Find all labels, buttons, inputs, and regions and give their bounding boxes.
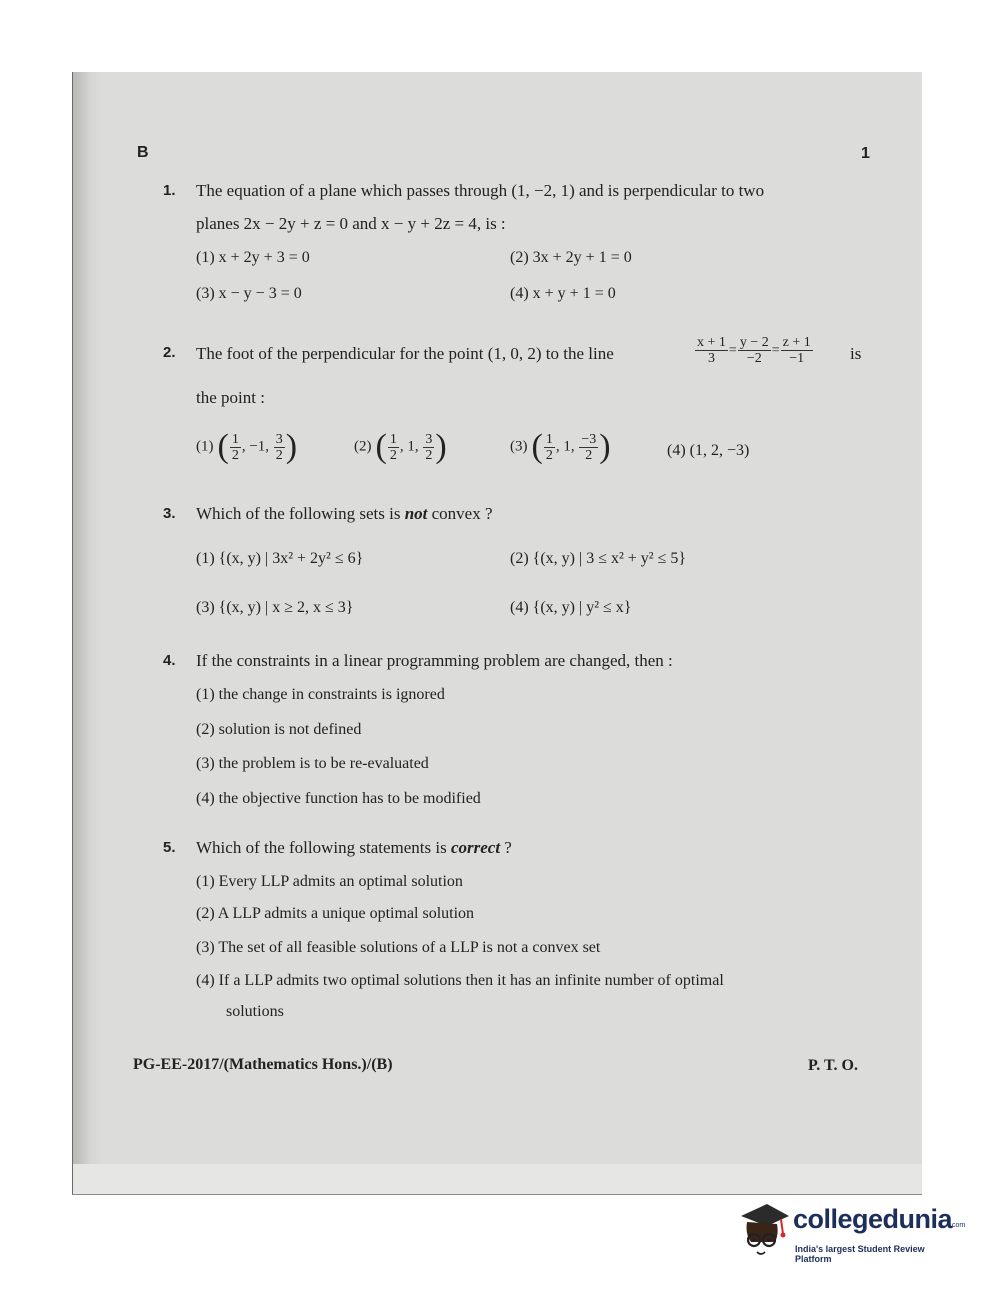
q2-fraction-x: $\frac{x + 1}{3}$ [697, 335, 726, 366]
logo-domain: .com [950, 1222, 966, 1229]
q3-option-1: (1) {(x, y) | 3x² + 2y² ≤ 6} [196, 550, 364, 567]
q5-option-3: (3) The set of all feasible solutions of a LLP is not a convex set [196, 939, 601, 956]
page-number: 1 [861, 145, 870, 162]
q2-stem-line2: the point : [196, 388, 265, 407]
q1-option-3: (3) x − y − 3 = 0 [196, 285, 302, 302]
q1-option-2: (2) 3x + 2y + 1 = 0 [510, 249, 632, 266]
q4-number: 4. [163, 652, 176, 669]
q3-option-2: (2) {(x, y) | 3 ≤ x² + y² ≤ 5} [510, 550, 687, 567]
q5-number: 5. [163, 839, 176, 856]
q2-option-4: (4) (1, 2, −3) [667, 442, 750, 459]
set-code: B [137, 144, 149, 161]
q2-fraction-z: $\frac{z + 1}{-1}$ [782, 335, 811, 366]
q1-stem-line1: The equation of a plane which passes through (1, −2, 1) and is perpendicular to two [196, 181, 765, 200]
q5-option-4: (4) If a LLP admits two optimal solutions then it has an infinite number of optimal [196, 972, 724, 989]
q3-stem: Which of the following sets is not convex ? [196, 504, 493, 523]
q2-number: 2. [163, 344, 176, 361]
graduate-mascot-icon [737, 1200, 791, 1262]
q3-number: 3. [163, 505, 176, 522]
logo-tagline: India's largest Student Review Platform [795, 1244, 925, 1264]
q1-option-4: (4) x + y + 1 = 0 [510, 285, 616, 302]
q4-option-3: (3) the problem is to be re-evaluated [196, 755, 429, 772]
q5-option-2: (2) A LLP admits a unique optimal solution [196, 905, 475, 922]
q2-is: is [850, 344, 862, 363]
q1-number: 1. [163, 182, 176, 199]
paper-code: PG-EE-2017/(Mathematics Hons.)/(B) [133, 1056, 393, 1073]
q2-option-2: (2) ( $\frac{1}{2}$ , 1, $\frac{3}{2}$ ) [354, 428, 447, 465]
q4-option-4: (4) the objective function has to be modified [196, 790, 481, 807]
q5-option-4-continued: solutions [226, 1003, 284, 1020]
q2-option-1: (1) ( $\frac{1}{2}$ , −1, $\frac{3}{2}$ ) [196, 428, 298, 465]
q5-stem: Which of the following statements is correct ? [196, 838, 512, 857]
q4-option-1: (1) the change in constraints is ignored [196, 686, 445, 703]
q2-fraction-y: $\frac{y - 2}{-2}$ [739, 335, 769, 366]
q4-option-2: (2) solution is not defined [196, 721, 362, 738]
q3-option-4: (4) {(x, y) | y² ≤ x} [510, 599, 632, 616]
q3-option-3: (3) {(x, y) | x ≥ 2, x ≤ 3} [196, 599, 354, 616]
q2-stem-line1: The foot of the perpendicular for the point (1, 0, 2) to the line [196, 344, 614, 363]
pto-label: P. T. O. [808, 1057, 858, 1074]
q2-line-equation: $\frac{x + 1}{3}$ = $\frac{y - 2}{-2}$ = $\frac{z + 1}{-1}$ [697, 335, 811, 366]
collegedunia-logo [737, 1200, 966, 1264]
q2-option-3: (3) ( $\frac{1}{2}$ , 1, $\frac{-3}{2}$ ) [510, 428, 611, 465]
q1-stem-line2: planes 2x − 2y + z = 0 and x − y + 2z = 4, is : [196, 214, 506, 233]
exam-page [72, 72, 922, 1195]
logo-wordmark: collegedunia [793, 1204, 953, 1234]
q5-option-1: (1) Every LLP admits an optimal solution [196, 873, 463, 890]
q4-stem: If the constraints in a linear programming problem are changed, then : [196, 651, 673, 670]
q1-option-1: (1) x + 2y + 3 = 0 [196, 249, 310, 266]
